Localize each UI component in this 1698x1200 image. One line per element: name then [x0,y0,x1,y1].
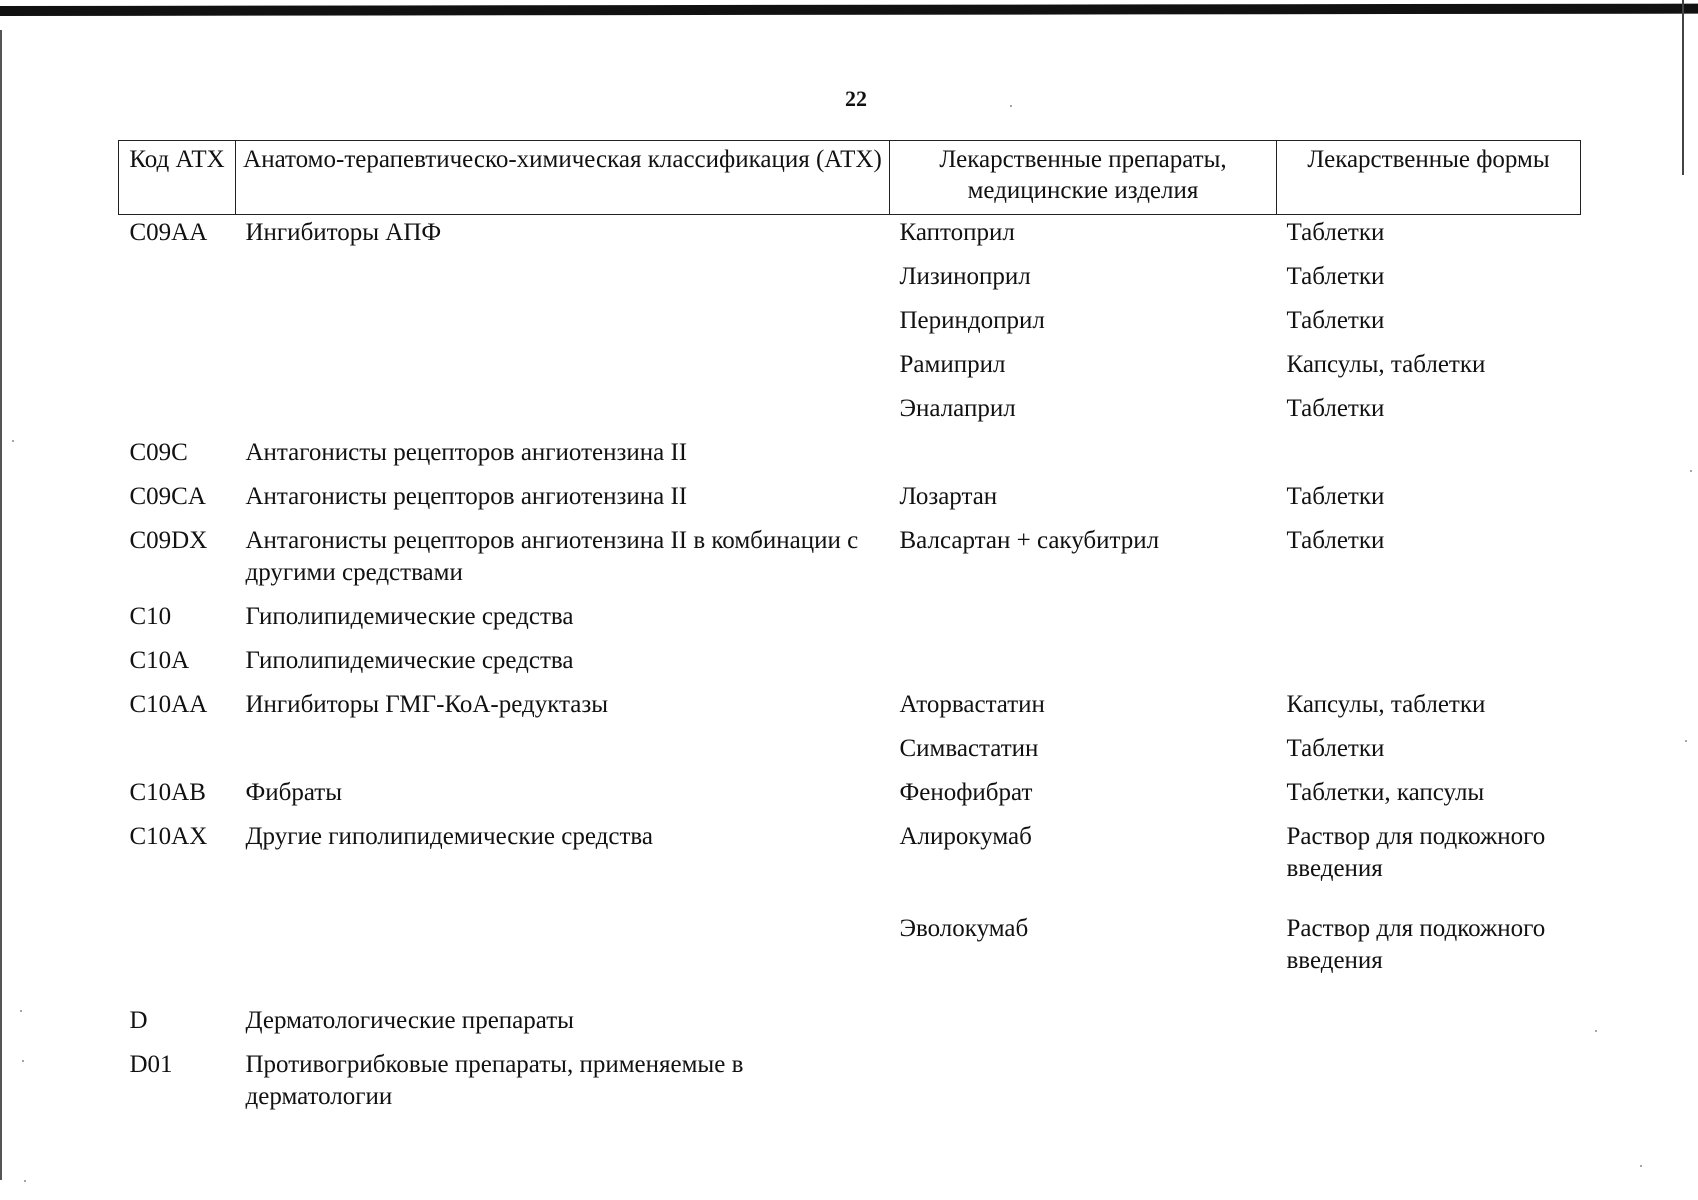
drug-name-cell: Эналаприл [899,395,1016,422]
atc-code-cell [119,733,236,777]
atc-code-cell: C10 [129,603,172,630]
atc-code-cell: C10A [129,647,190,674]
table-body [119,215,1581,1126]
header-classification: Анатомо-терапевтическо-химическая классификация (АТХ) [236,141,890,215]
drug-name-cell: Периндоприл [899,307,1045,334]
classification-cell [236,261,890,305]
table-row [119,689,1581,733]
table-row [119,1049,1581,1125]
scan-speck [1595,1030,1597,1032]
dosage-form-cell: Капсулы, таблетки [1286,691,1486,718]
atc-table-container [118,140,1580,1125]
table-row [119,393,1581,437]
classification-cell [236,393,890,437]
drug-name-cell: Рамиприл [899,351,1006,378]
classification-cell: Противогрибковые препараты, применяемые в дерматологии [245,1051,744,1110]
table-row [119,349,1581,393]
dosage-form-cell: Таблетки [1286,483,1385,510]
dosage-form-cell [1277,1005,1581,1049]
dosage-form-cell [1277,437,1581,481]
drug-name-cell: Симвастатин [899,735,1039,762]
table-row [119,437,1581,481]
dosage-form-cell: Таблетки [1286,527,1385,554]
scan-speck [1685,740,1687,742]
dosage-form-cell: Таблетки [1286,263,1385,290]
left-page-edge [0,30,2,1180]
table-row [119,777,1581,821]
atc-code-cell: C09CA [129,483,206,510]
classification-cell: Антагонисты рецепторов ангиотензина II в комбинации с другими средствами [245,527,859,586]
dosage-form-cell: Таблетки, капсулы [1286,779,1485,806]
table-row [119,525,1581,601]
table-row [119,1005,1581,1049]
drug-name-cell [890,437,1277,481]
classification-cell: Ингибиторы АПФ [245,219,442,246]
scan-speck [24,1180,26,1182]
dosage-form-cell [1277,645,1581,689]
drug-name-cell: Каптоприл [899,219,1015,246]
top-border-rule [0,4,1698,16]
classification-cell: Фибраты [245,779,343,806]
classification-cell: Антагонисты рецепторов ангиотензина II [245,483,688,510]
atc-code-cell [119,393,236,437]
dosage-form-cell [1277,601,1581,645]
drug-name-cell: Валсартан + сакубитрил [899,527,1160,554]
table-row [119,601,1581,645]
atc-code-cell: C09DX [129,527,208,554]
atc-code-cell: C10AB [129,779,206,806]
header-forms: Лекарственные формы [1277,141,1581,215]
atc-code-cell [119,305,236,349]
classification-cell: Гиполипидемические средства [245,603,574,630]
table-row [119,305,1581,349]
drug-name-cell: Алирокумаб [899,823,1032,850]
page-number: 22 [845,86,867,111]
atc-code-cell [119,349,236,393]
atc-code-cell: C10AX [129,823,208,850]
drug-name-cell: Аторвастатин [899,691,1045,718]
table-row [119,913,1581,1005]
drug-name-cell [890,1049,1277,1125]
atc-code-cell [119,913,236,1005]
header-code: Код АТХ [119,141,236,215]
classification-cell: Другие гиполипидемические средства [245,823,653,850]
dosage-form-cell [1277,1049,1581,1125]
drug-name-cell [890,601,1277,645]
table-row [119,645,1581,689]
dosage-form-cell: Таблетки [1286,735,1385,762]
drug-name-cell [890,1005,1277,1049]
scan-speck [1690,470,1692,472]
header-drugs: Лекарственные препараты, медицинские изделия [890,141,1277,215]
classification-cell: Ингибиторы ГМГ-КоА-редуктазы [245,691,609,718]
atc-code-cell [119,261,236,305]
classification-cell [236,305,890,349]
scan-speck [1640,1165,1642,1167]
drug-name-cell [890,645,1277,689]
atc-table [118,140,1581,1125]
drug-name-cell: Лизиноприл [899,263,1031,290]
atc-code-cell: D01 [129,1051,173,1078]
dosage-form-cell: Таблетки [1286,395,1385,422]
dosage-form-cell: Таблетки [1286,307,1385,334]
classification-cell [236,913,890,1005]
scan-speck [1010,105,1012,107]
drug-name-cell: Фенофибрат [899,779,1033,806]
classification-cell: Дерматологические препараты [245,1007,574,1034]
table-row [119,261,1581,305]
classification-cell: Гиполипидемические средства [245,647,574,674]
classification-cell [236,733,890,777]
dosage-form-cell: Раствор для подкожного введения [1286,823,1546,882]
dosage-form-cell: Капсулы, таблетки [1286,351,1486,378]
dosage-form-cell: Таблетки [1286,219,1385,246]
scan-speck [12,440,14,442]
scan-speck [20,1010,22,1012]
table-row [119,733,1581,777]
header-row [119,141,1581,215]
drug-name-cell: Эволокумаб [899,915,1029,942]
classification-cell [236,349,890,393]
atc-code-cell: C09AA [129,219,208,246]
table-row [119,821,1581,913]
table-header [119,141,1581,215]
table-row [119,215,1581,262]
classification-cell: Антагонисты рецепторов ангиотензина II [245,439,688,466]
atc-code-cell: C09C [129,439,188,466]
drug-name-cell: Лозартан [899,483,998,510]
scan-speck [22,1060,24,1062]
atc-code-cell: D [129,1007,148,1034]
table-row [119,481,1581,525]
dosage-form-cell: Раствор для подкожного введения [1286,915,1546,974]
atc-code-cell: C10AA [129,691,208,718]
